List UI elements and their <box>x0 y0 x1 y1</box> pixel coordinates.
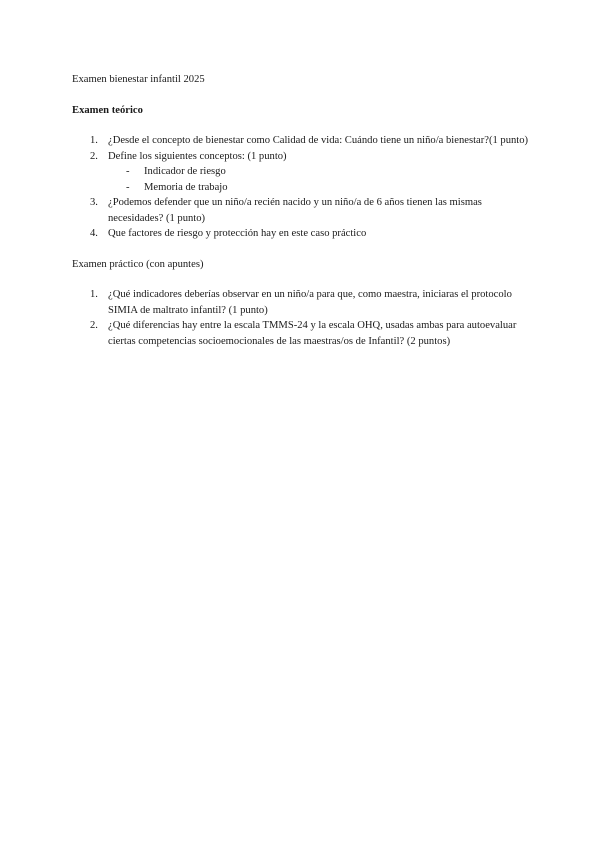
concept-text: Indicador de riesgo <box>144 166 226 177</box>
practice-question-2 <box>72 318 532 349</box>
question-text: ¿Desde el concepto de bienestar como Calidad de vida: Cuándo tiene un niño/a bienestar?(1 punto) <box>108 135 529 146</box>
concept-item-indicador <box>108 164 532 180</box>
document-title: Examen bienestar infantil 2025 <box>72 74 205 85</box>
practice-question-list <box>72 287 532 349</box>
dash-bullet: - <box>126 166 130 177</box>
concept-text: Memoria de trabajo <box>144 181 228 193</box>
question-text: Que factores de riesgo y protección hay en este caso práctico <box>108 228 367 239</box>
question-number: 2. <box>90 320 98 331</box>
question-text: ¿Qué diferencias hay entre la escala TMMS-24 y la escala OHQ, usadas ambas para autoevaluar ciertas competencias socioemocionales de las maestras/os de Infantil? (2 puntos) <box>108 320 517 347</box>
practice-question-1 <box>72 287 532 318</box>
theory-question-1 <box>72 133 532 149</box>
question-number: 2. <box>90 150 98 162</box>
theory-question-2 <box>72 149 532 196</box>
question-number: 3. <box>90 197 98 208</box>
theory-question-4 <box>72 226 532 242</box>
question-text: ¿Qué indicadores deberías observar en un niño/a para que, como maestra, iniciaras el protocolo SIMIA de maltrato infantil? (1 punto) <box>108 289 512 316</box>
theory-section-heading: Examen teórico <box>72 104 143 116</box>
question-number: 1. <box>90 135 98 146</box>
question-number: 4. <box>90 228 98 239</box>
theory-question-list <box>72 133 532 242</box>
question-text: Define los siguientes conceptos: (1 punto) <box>108 150 287 162</box>
document-body <box>72 72 532 349</box>
concept-item-memoria <box>108 180 532 196</box>
theory-question-3 <box>72 195 532 226</box>
practice-section-heading: Examen práctico (con apuntes) <box>72 258 204 270</box>
question-number: 1. <box>90 289 98 300</box>
dash-bullet: - <box>126 181 130 193</box>
concept-sublist <box>108 164 532 195</box>
question-text: ¿Podemos defender que un niño/a recién nacido y un niño/a de 6 años tienen las mismas necesidades? (1 punto) <box>108 197 482 224</box>
